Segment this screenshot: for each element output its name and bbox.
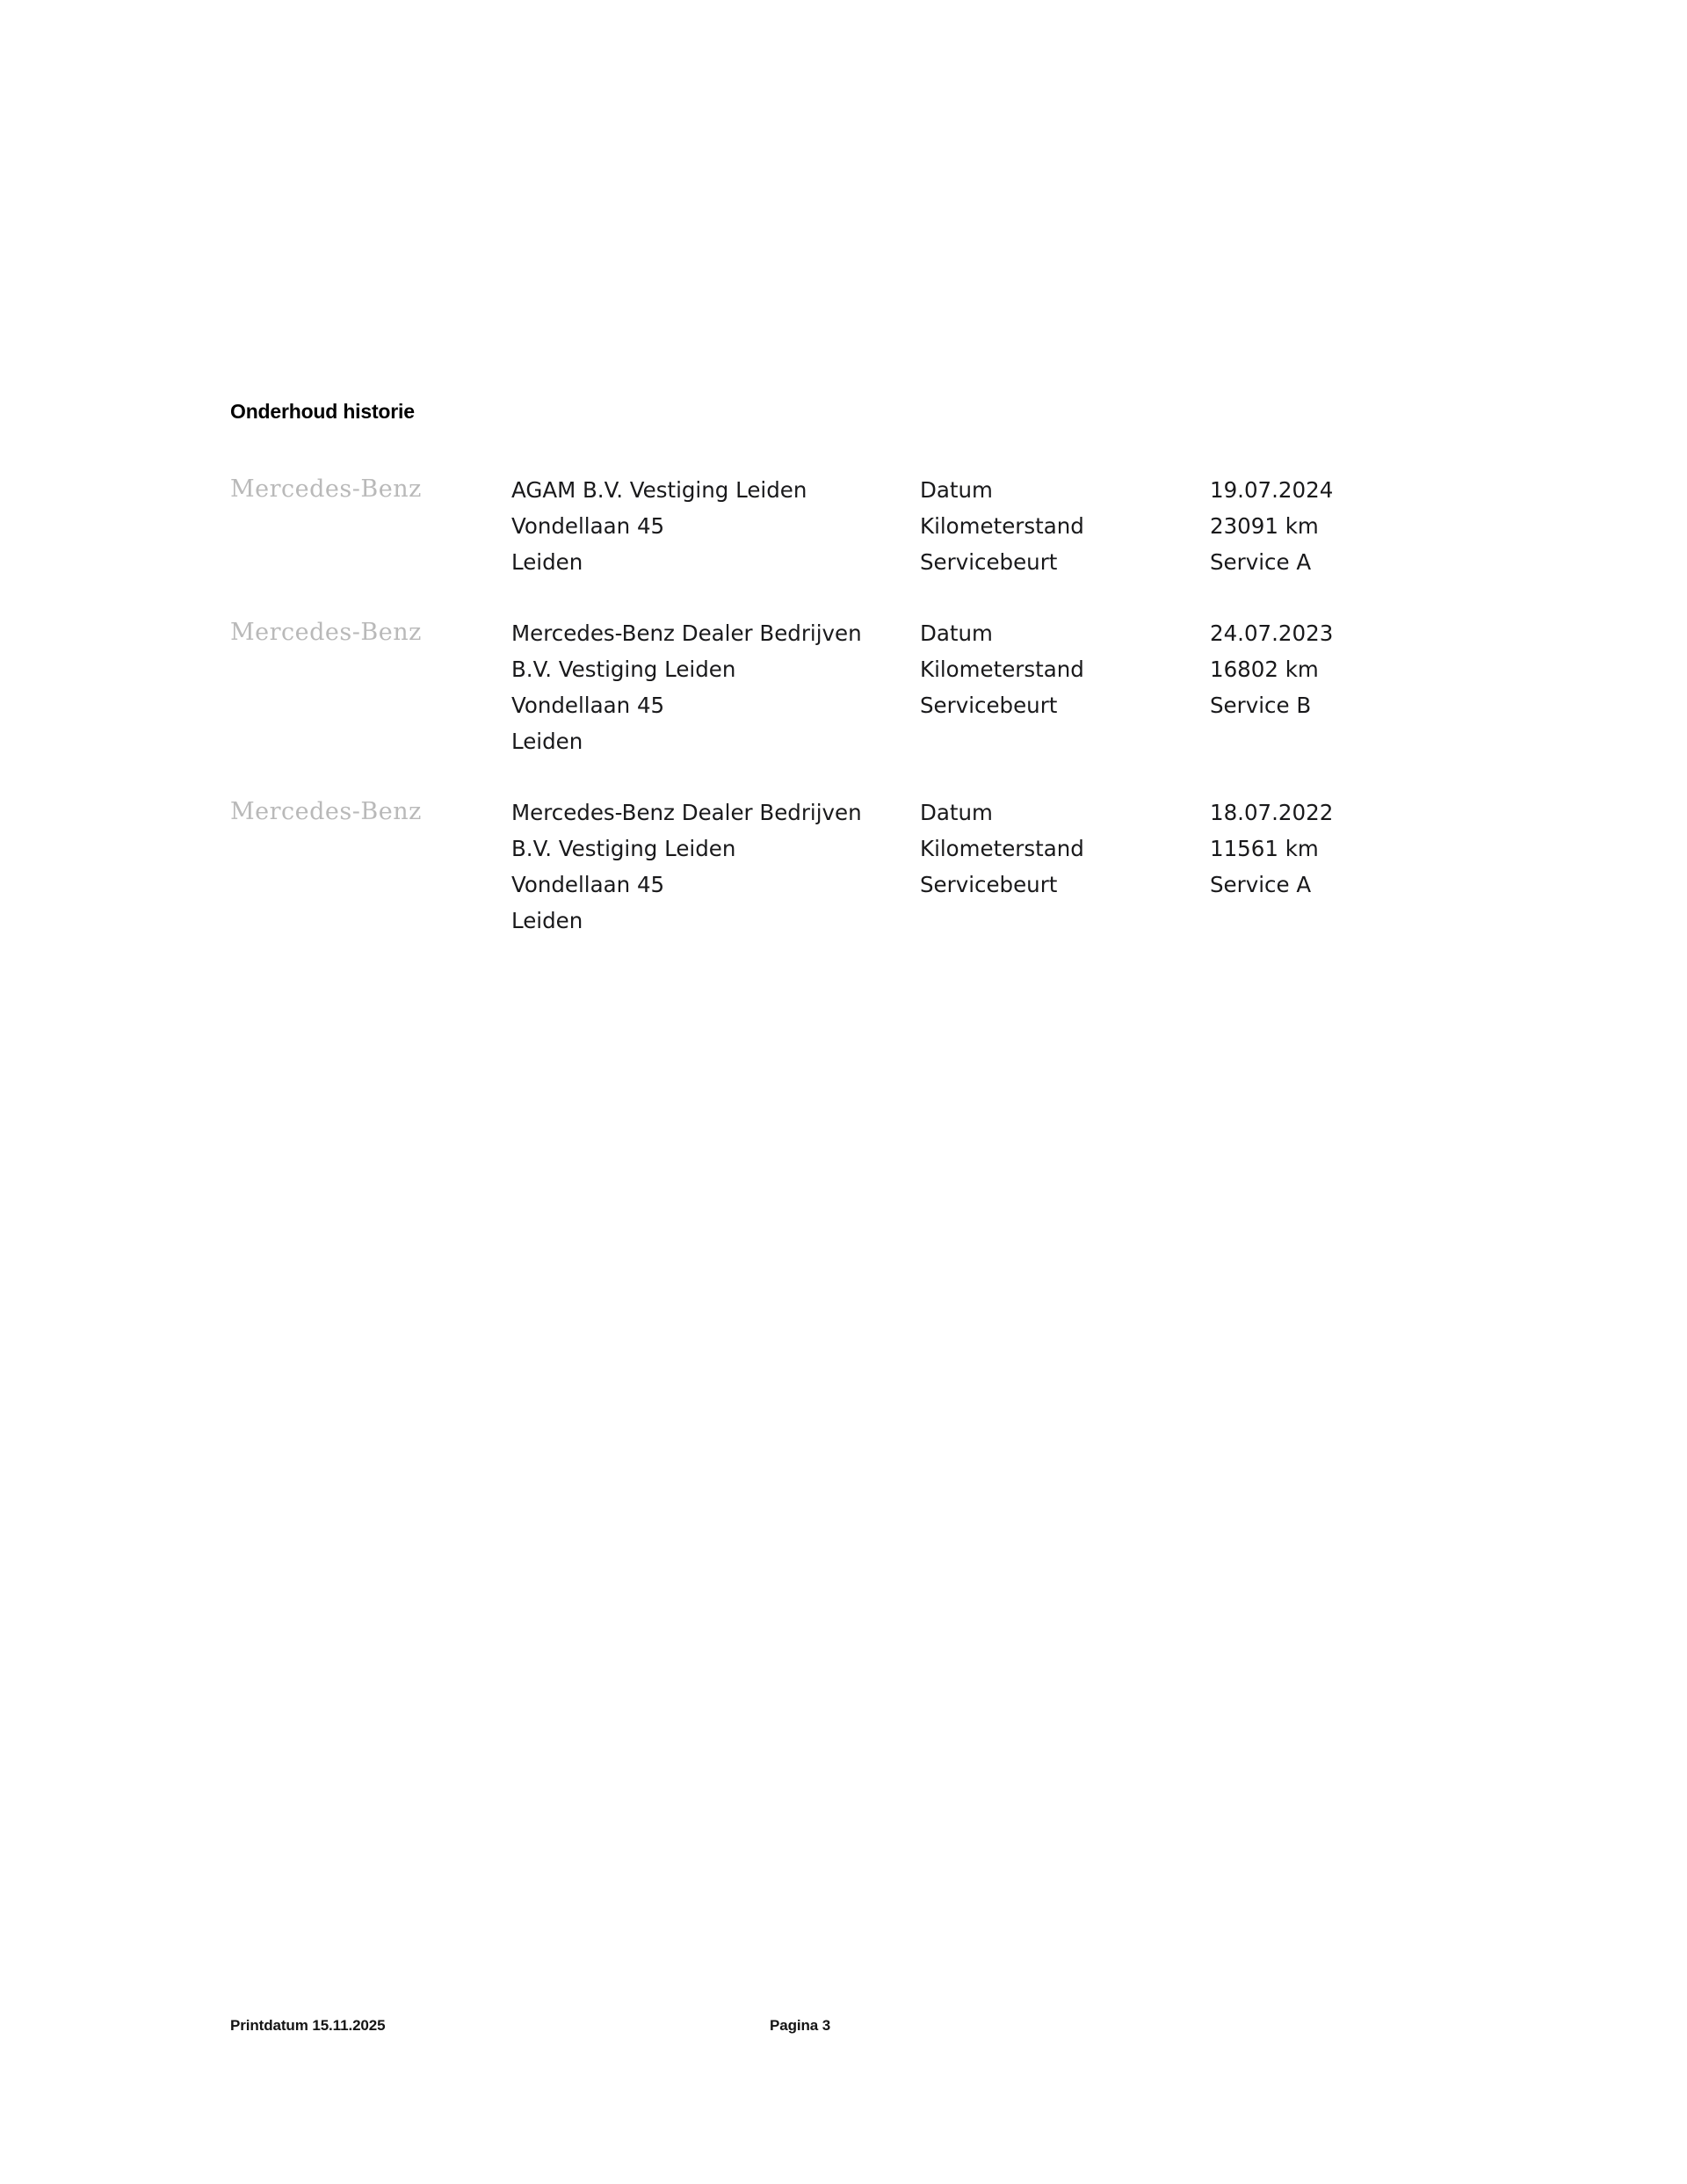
maintenance-history-section [230,400,1460,974]
table-row [230,615,1460,759]
print-date: Printdatum 15.11.2025 [230,2017,386,2034]
field-label: Servicebeurt [920,549,1058,575]
field-value: 23091 km [1210,513,1319,539]
field-labels [920,472,1210,580]
dealer-line: Leiden [511,729,583,754]
mercedes-benz-logo: Mercedes-Benz [230,798,422,825]
field-label: Datum [920,477,993,503]
dealer-line: Vondellaan 45 [511,872,665,897]
dealer-line: Vondellaan 45 [511,513,665,539]
dealer-line: Mercedes-Benz Dealer Bedrijven [511,800,862,825]
page-number: Pagina 3 [770,2017,831,2034]
field-value: 19.07.2024 [1210,477,1334,503]
field-label: Kilometerstand [920,513,1084,539]
dealer-line: Mercedes-Benz Dealer Bedrijven [511,620,862,646]
field-value: Service B [1210,693,1312,718]
dealer-address [511,615,920,759]
field-label: Servicebeurt [920,872,1058,897]
field-label: Datum [920,620,993,646]
page-footer [230,2017,1460,2043]
table-row [230,472,1460,580]
field-values [1210,615,1456,723]
dealer-line: Vondellaan 45 [511,693,665,718]
field-value: 18.07.2022 [1210,800,1334,825]
logo-cell [230,615,511,646]
field-label: Datum [920,800,993,825]
dealer-line: AGAM B.V. Vestiging Leiden [511,477,807,503]
mercedes-benz-logo: Mercedes-Benz [230,475,422,503]
field-label: Kilometerstand [920,657,1084,682]
field-values [1210,795,1456,903]
mercedes-benz-logo: Mercedes-Benz [230,619,422,646]
dealer-line: Leiden [511,549,583,575]
logo-cell [230,795,511,825]
dealer-line: B.V. Vestiging Leiden [511,657,736,682]
field-value: Service A [1210,872,1312,897]
field-labels [920,795,1210,903]
table-row [230,795,1460,939]
field-value: 16802 km [1210,657,1319,682]
dealer-line: Leiden [511,908,583,933]
field-labels [920,615,1210,723]
field-value: 11561 km [1210,836,1319,861]
field-label: Kilometerstand [920,836,1084,861]
page-title: Onderhoud historie [230,400,415,423]
dealer-line: B.V. Vestiging Leiden [511,836,736,861]
field-label: Servicebeurt [920,693,1058,718]
dealer-address [511,472,920,580]
dealer-address [511,795,920,939]
logo-cell [230,472,511,503]
field-values [1210,472,1456,580]
field-value: 24.07.2023 [1210,620,1334,646]
field-value: Service A [1210,549,1312,575]
